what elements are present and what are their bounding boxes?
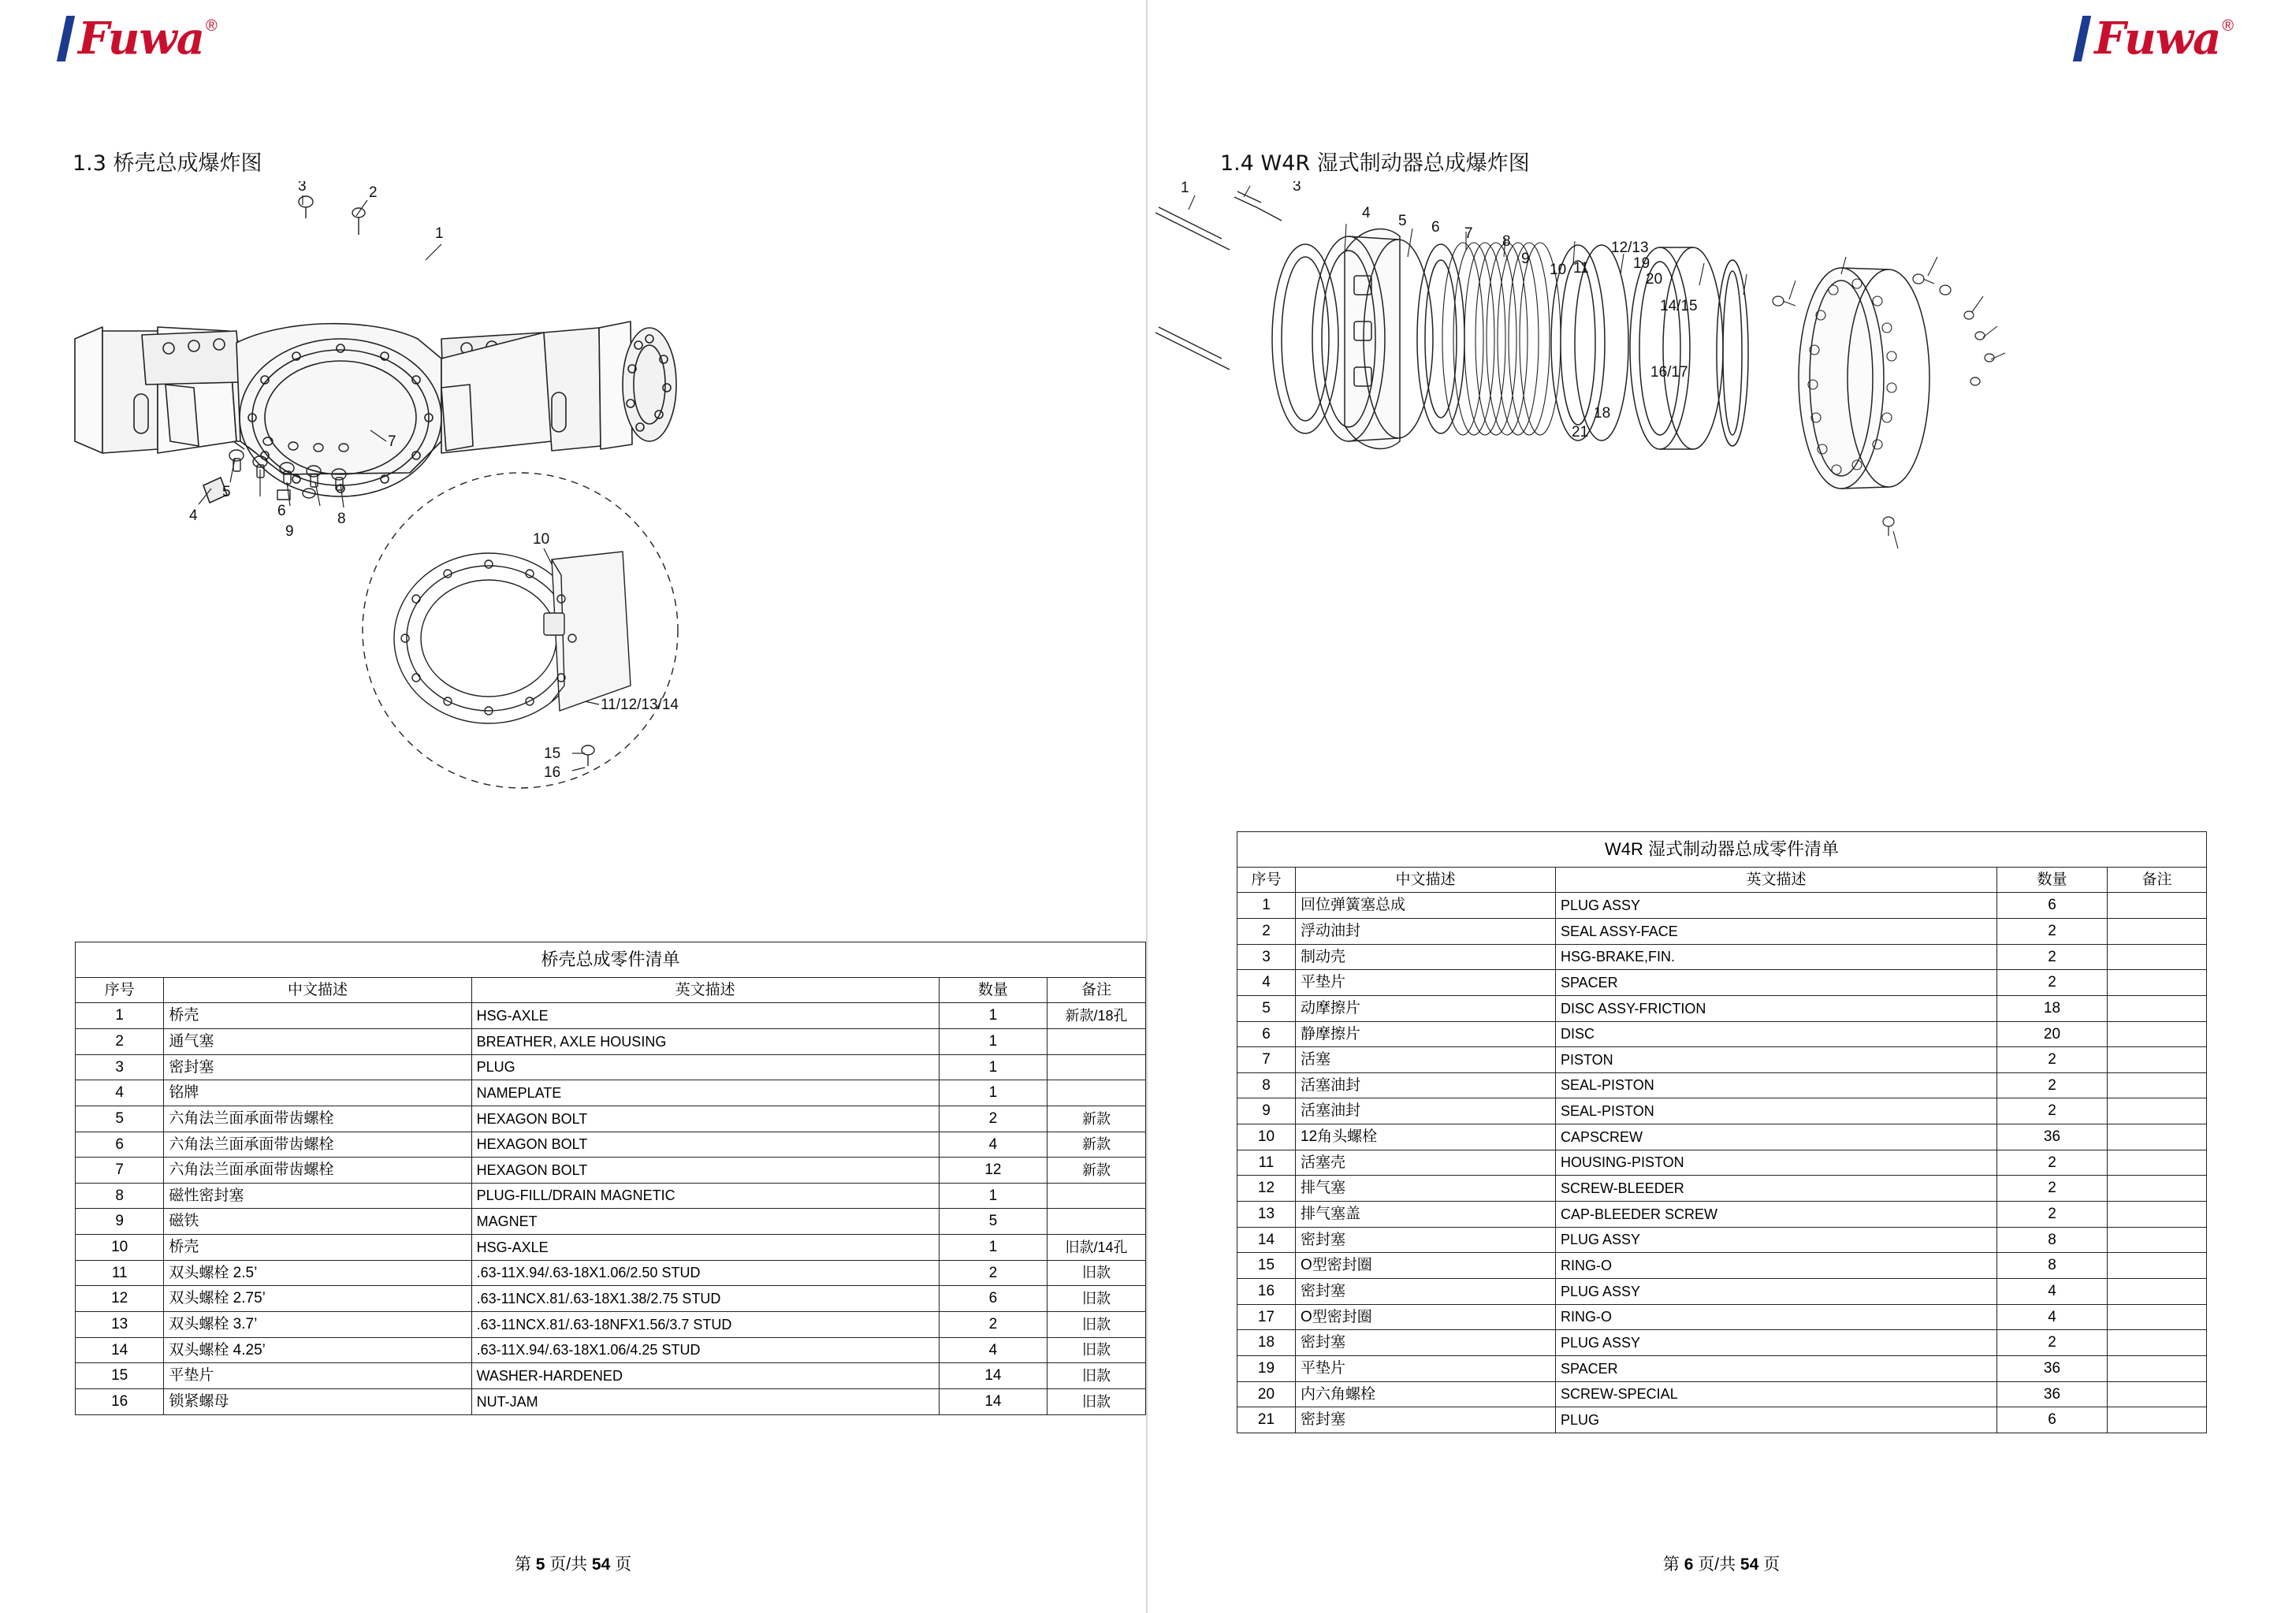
cell-qty: 1 [939, 1054, 1047, 1080]
cell-cn-desc: 密封塞 [1296, 1227, 1556, 1253]
cell-note [2108, 1278, 2207, 1304]
svg-text:16: 16 [544, 764, 561, 781]
table-row [1237, 1202, 2207, 1228]
cell-no: 6 [1237, 1021, 1296, 1047]
table-row [76, 1132, 1146, 1158]
svg-text:4: 4 [1362, 205, 1371, 221]
cell-note [2108, 1407, 2207, 1433]
cell-cn-desc: 活塞壳 [1296, 1150, 1556, 1176]
table-row [1237, 1176, 2207, 1202]
cell-note [2108, 1176, 2207, 1202]
cell-note [1048, 1209, 1146, 1235]
cell-note [2108, 1124, 2207, 1150]
cell-no: 21 [1237, 1407, 1296, 1433]
cell-no: 8 [1237, 1072, 1296, 1098]
svg-text:6: 6 [277, 503, 286, 519]
logo-wordmark: Fuwa [2094, 13, 2221, 65]
cell-note [2108, 1072, 2207, 1098]
table-header-row [1237, 867, 2207, 893]
cell-note [2108, 1381, 2207, 1407]
footer-total-pages: 54 [591, 1555, 611, 1574]
parts-table-axle-housing [75, 942, 1146, 1415]
cell-cn-desc: 平垫片 [1296, 970, 1556, 996]
cell-qty: 2 [1997, 1150, 2108, 1176]
cell-en-desc: HSG-AXLE [471, 1235, 939, 1261]
cell-note: 新款 [1048, 1106, 1146, 1132]
cell-note [2108, 970, 2207, 996]
cell-cn-desc: 双头螺栓 2.5’ [164, 1260, 471, 1286]
cell-note: 旧款 [1048, 1260, 1146, 1286]
col-header-qty: 数量 [939, 977, 1047, 1003]
cell-note [1048, 1080, 1146, 1106]
cell-no: 15 [76, 1363, 164, 1389]
cell-en-desc: SPACER [1556, 970, 1997, 996]
cell-note [2108, 1355, 2207, 1381]
cell-en-desc: BREATHER, AXLE HOUSING [471, 1028, 939, 1054]
cell-no: 18 [1237, 1330, 1296, 1356]
table-row [76, 1312, 1146, 1338]
cell-cn-desc: O型密封圈 [1296, 1304, 1556, 1330]
cell-no: 16 [1237, 1278, 1296, 1304]
svg-text:9: 9 [1521, 251, 1530, 267]
table-row [1237, 970, 2207, 996]
cell-qty: 20 [1997, 1021, 2108, 1047]
cell-cn-desc: 磁性密封塞 [164, 1183, 471, 1209]
cell-en-desc: SEAL-PISTON [1556, 1098, 1997, 1124]
cell-qty: 2 [1997, 944, 2108, 970]
cell-en-desc: .63-11X.94/.63-18X1.06/2.50 STUD [471, 1260, 939, 1286]
cell-note: 旧款 [1048, 1312, 1146, 1338]
brand-logo-right [2078, 13, 2234, 71]
footer-suffix: 页 [1763, 1555, 1781, 1574]
cell-en-desc: SCREW-SPECIAL [1556, 1381, 1997, 1407]
cell-en-desc: WASHER-HARDENED [471, 1363, 939, 1389]
table-caption: 桥壳总成零件清单 [76, 942, 1146, 978]
cell-no: 20 [1237, 1381, 1296, 1407]
cell-qty: 2 [1997, 1176, 2108, 1202]
cell-cn-desc: 密封塞 [1296, 1407, 1556, 1433]
cell-en-desc: PLUG-FILL/DRAIN MAGNETIC [471, 1183, 939, 1209]
cell-en-desc: DISC [1556, 1021, 1997, 1047]
cell-cn-desc: 12角头螺栓 [1296, 1124, 1556, 1150]
parts-table-w4r-brake [1237, 831, 2206, 1433]
cell-cn-desc: 制动壳 [1296, 944, 1556, 970]
cell-note [2108, 893, 2207, 919]
page-right [1148, 0, 2295, 1613]
svg-text:4: 4 [189, 507, 198, 524]
cell-cn-desc: 双头螺栓 3.7’ [164, 1312, 471, 1338]
cell-en-desc: HEXAGON BOLT [471, 1106, 939, 1132]
cell-en-desc: PISTON [1556, 1047, 1997, 1073]
cell-note [2108, 1098, 2207, 1124]
cell-note [2108, 1021, 2207, 1047]
cell-en-desc: SEAL-PISTON [1556, 1072, 1997, 1098]
svg-text:11: 11 [1573, 260, 1589, 277]
logo-bar-icon [2073, 16, 2091, 61]
table-row [1237, 893, 2207, 919]
cell-en-desc: PLUG ASSY [1556, 1227, 1997, 1253]
cell-qty: 2 [1997, 1202, 2108, 1228]
cell-no: 8 [76, 1183, 164, 1209]
table-row [1237, 1150, 2207, 1176]
svg-text:12/13: 12/13 [1611, 240, 1649, 256]
cell-qty: 2 [1997, 1098, 2108, 1124]
svg-text:8: 8 [337, 511, 346, 527]
cell-qty: 1 [939, 1003, 1047, 1029]
table-row [1237, 1227, 2207, 1253]
cell-cn-desc: 六角法兰面承面带齿螺栓 [164, 1132, 471, 1158]
cell-no: 16 [76, 1388, 164, 1414]
cell-no: 4 [76, 1080, 164, 1106]
cell-note [1048, 1028, 1146, 1054]
cell-no: 1 [1237, 893, 1296, 919]
cell-no: 12 [76, 1286, 164, 1312]
cell-en-desc: SCREW-BLEEDER [1556, 1176, 1997, 1202]
footer-prefix: 第 [1662, 1555, 1680, 1574]
cell-note: 旧款/14孔 [1048, 1235, 1146, 1261]
cell-en-desc: HOUSING-PISTON [1556, 1150, 1997, 1176]
cell-cn-desc: 内六角螺栓 [1296, 1381, 1556, 1407]
footer-prefix: 第 [514, 1555, 531, 1574]
cell-note: 旧款 [1048, 1286, 1146, 1312]
cell-en-desc: CAP-BLEEDER SCREW [1556, 1202, 1997, 1228]
table-row [76, 1337, 1146, 1363]
table-row [1237, 1021, 2207, 1047]
cell-qty: 6 [1997, 893, 2108, 919]
cell-qty: 36 [1997, 1381, 2108, 1407]
col-header-no: 序号 [76, 977, 164, 1003]
table-row [76, 1106, 1146, 1132]
cell-qty: 8 [1997, 1253, 2108, 1279]
svg-text:21: 21 [1572, 424, 1589, 440]
cell-cn-desc: 六角法兰面承面带齿螺栓 [164, 1106, 471, 1132]
cell-cn-desc: 动摩擦片 [1296, 995, 1556, 1021]
table-row [76, 1260, 1146, 1286]
table-row [1237, 995, 2207, 1021]
cell-note [2108, 1202, 2207, 1228]
cell-en-desc: PLUG ASSY [1556, 893, 1997, 919]
table-row [76, 1158, 1146, 1184]
cell-note [2108, 1227, 2207, 1253]
cell-no: 2 [76, 1028, 164, 1054]
col-header-note: 备注 [2108, 867, 2207, 893]
cell-qty: 2 [1997, 1330, 2108, 1356]
cell-note [2108, 1150, 2207, 1176]
cell-qty: 2 [1997, 970, 2108, 996]
cell-no: 5 [1237, 995, 1296, 1021]
cell-note [2108, 1253, 2207, 1279]
cell-qty: 8 [1997, 1227, 2108, 1253]
cell-qty: 4 [939, 1337, 1047, 1363]
cell-en-desc: RING-O [1556, 1253, 1997, 1279]
cell-cn-desc: O型密封圈 [1296, 1253, 1556, 1279]
cell-qty: 4 [1997, 1304, 2108, 1330]
cell-qty: 2 [939, 1260, 1047, 1286]
table-row [1237, 1330, 2207, 1356]
cell-cn-desc: 平垫片 [1296, 1355, 1556, 1381]
cell-note [2108, 1304, 2207, 1330]
cell-en-desc: NAMEPLATE [471, 1080, 939, 1106]
cell-cn-desc: 密封塞 [1296, 1278, 1556, 1304]
table-row [1237, 918, 2207, 944]
cell-en-desc: PLUG ASSY [1556, 1330, 1997, 1356]
col-header-cn: 中文描述 [164, 977, 471, 1003]
col-header-en: 英文描述 [471, 977, 939, 1003]
table-row [1237, 1047, 2207, 1073]
cell-en-desc: NUT-JAM [471, 1388, 939, 1414]
cell-no: 3 [1237, 944, 1296, 970]
table-row [1237, 944, 2207, 970]
cell-en-desc: PLUG [1556, 1407, 1997, 1433]
svg-text:5: 5 [1398, 213, 1407, 229]
logo-bar-icon [57, 16, 75, 61]
registered-mark: ® [2222, 17, 2234, 35]
cell-no: 14 [1237, 1227, 1296, 1253]
cell-no: 7 [1237, 1047, 1296, 1073]
table-row [1237, 1098, 2207, 1124]
cell-cn-desc: 密封塞 [164, 1054, 471, 1080]
cell-cn-desc: 锁紧螺母 [164, 1388, 471, 1414]
cell-note [2108, 918, 2207, 944]
cell-cn-desc: 双头螺栓 2.75’ [164, 1286, 471, 1312]
cell-no: 9 [76, 1209, 164, 1235]
table-row [1237, 1355, 2207, 1381]
cell-qty: 2 [1997, 918, 2108, 944]
cell-no: 1 [76, 1003, 164, 1029]
svg-text:9: 9 [285, 523, 294, 540]
svg-text:7: 7 [1464, 225, 1473, 242]
cell-cn-desc: 桥壳 [164, 1235, 471, 1261]
col-header-note: 备注 [1048, 977, 1146, 1003]
cell-note [2108, 995, 2207, 1021]
svg-text:18: 18 [1594, 405, 1611, 422]
table-row [76, 1209, 1146, 1235]
cell-note: 新款/18孔 [1048, 1003, 1146, 1029]
table-row [76, 1235, 1146, 1261]
cell-qty: 2 [939, 1106, 1047, 1132]
cell-qty: 1 [939, 1183, 1047, 1209]
svg-text:5: 5 [222, 484, 231, 500]
svg-text:2: 2 [369, 184, 378, 201]
svg-text:15: 15 [544, 745, 561, 762]
svg-text:16/17: 16/17 [1650, 364, 1688, 381]
logo-wordmark: Fuwa [78, 13, 204, 65]
footer-right [1148, 1552, 2295, 1575]
cell-qty: 36 [1997, 1124, 2108, 1150]
footer-page-number: 6 [1684, 1555, 1694, 1574]
cell-en-desc: HEXAGON BOLT [471, 1158, 939, 1184]
cell-cn-desc: 桥壳 [164, 1003, 471, 1029]
cell-en-desc: MAGNET [471, 1209, 939, 1235]
cell-no: 17 [1237, 1304, 1296, 1330]
cell-no: 10 [76, 1235, 164, 1261]
svg-text:1: 1 [435, 225, 444, 242]
cell-note: 旧款 [1048, 1363, 1146, 1389]
svg-text:20: 20 [1646, 271, 1663, 288]
cell-cn-desc: 六角法兰面承面带齿螺栓 [164, 1158, 471, 1184]
table-row [76, 1388, 1146, 1414]
cell-cn-desc: 活塞油封 [1296, 1098, 1556, 1124]
cell-no: 5 [76, 1106, 164, 1132]
col-header-qty: 数量 [1997, 867, 2108, 893]
cell-qty: 12 [939, 1158, 1047, 1184]
cell-no: 11 [76, 1260, 164, 1286]
section-title-left: 1.3 桥壳总成爆炸图 [73, 151, 262, 176]
cell-en-desc: .63-11X.94/.63-18X1.06/4.25 STUD [471, 1337, 939, 1363]
cell-no: 11 [1237, 1150, 1296, 1176]
cell-qty: 2 [1997, 1047, 2108, 1073]
cell-cn-desc: 排气塞盖 [1296, 1202, 1556, 1228]
svg-text:8: 8 [1502, 233, 1511, 250]
cell-en-desc: HSG-BRAKE,FIN. [1556, 944, 1997, 970]
svg-text:14/15: 14/15 [1660, 298, 1698, 314]
brand-logo [61, 13, 218, 71]
cell-cn-desc: 密封塞 [1296, 1330, 1556, 1356]
table-row [1237, 1381, 2207, 1407]
cell-qty: 6 [939, 1286, 1047, 1312]
col-header-en: 英文描述 [1556, 867, 1997, 893]
cell-qty: 1 [939, 1235, 1047, 1261]
cell-cn-desc: 排气塞 [1296, 1176, 1556, 1202]
table-row [1237, 1253, 2207, 1279]
svg-text:7: 7 [388, 433, 396, 450]
cell-cn-desc: 平垫片 [164, 1363, 471, 1389]
cell-en-desc: CAPSCREW [1556, 1124, 1997, 1150]
cell-en-desc: HSG-AXLE [471, 1003, 939, 1029]
footer-page-number: 5 [535, 1555, 545, 1574]
cell-cn-desc: 通气塞 [164, 1028, 471, 1054]
cell-cn-desc: 活塞油封 [1296, 1072, 1556, 1098]
col-header-cn: 中文描述 [1296, 867, 1556, 893]
cell-no: 14 [76, 1337, 164, 1363]
table-row [76, 1183, 1146, 1209]
cell-qty: 14 [939, 1363, 1047, 1389]
cell-cn-desc: 铭牌 [164, 1080, 471, 1106]
cell-en-desc: DISC ASSY-FRICTION [1556, 995, 1997, 1021]
cell-no: 10 [1237, 1124, 1296, 1150]
cell-qty: 36 [1997, 1355, 2108, 1381]
table-row [1237, 1124, 2207, 1150]
cell-no: 6 [76, 1132, 164, 1158]
table-row [76, 1363, 1146, 1389]
cell-qty: 4 [939, 1132, 1047, 1158]
table-row [76, 1054, 1146, 1080]
svg-text:11/12/13/14: 11/12/13/14 [601, 697, 679, 713]
cell-qty: 2 [939, 1312, 1047, 1338]
cell-cn-desc: 磁铁 [164, 1209, 471, 1235]
footer-left [0, 1552, 1146, 1575]
cell-qty: 5 [939, 1209, 1047, 1235]
cell-qty: 1 [939, 1028, 1047, 1054]
figure-w4r-brake-exploded [1148, 181, 2295, 914]
footer-middle: 页/共 [1698, 1555, 1736, 1574]
cell-no: 13 [1237, 1202, 1296, 1228]
svg-text:19: 19 [1633, 255, 1650, 272]
cell-no: 3 [76, 1054, 164, 1080]
cell-en-desc: PLUG [471, 1054, 939, 1080]
cell-no: 4 [1237, 970, 1296, 996]
cell-cn-desc: 静摩擦片 [1296, 1021, 1556, 1047]
table-caption-row [1237, 832, 2207, 868]
footer-total-pages: 54 [1740, 1555, 1759, 1574]
cell-no: 7 [76, 1158, 164, 1184]
table-caption-row [76, 942, 1146, 978]
table-row [76, 1028, 1146, 1054]
cell-cn-desc: 回位弹簧塞总成 [1296, 893, 1556, 919]
svg-text:10: 10 [533, 531, 550, 548]
table-row [76, 1080, 1146, 1106]
svg-text:10: 10 [1550, 262, 1567, 278]
figure-axle-housing-exploded [0, 181, 1148, 914]
cell-note: 旧款 [1048, 1337, 1146, 1363]
cell-note [2108, 1047, 2207, 1073]
table-row [1237, 1407, 2207, 1433]
cell-en-desc: PLUG ASSY [1556, 1278, 1997, 1304]
table-row [76, 1003, 1146, 1029]
cell-qty: 2 [1997, 1072, 2108, 1098]
cell-no: 19 [1237, 1355, 1296, 1381]
cell-no: 2 [1237, 918, 1296, 944]
cell-qty: 18 [1997, 995, 2108, 1021]
cell-cn-desc: 双头螺栓 4.25’ [164, 1337, 471, 1363]
cell-en-desc: .63-11NCX.81/.63-18X1.38/2.75 STUD [471, 1286, 939, 1312]
col-header-no: 序号 [1237, 867, 1296, 893]
cell-note: 旧款 [1048, 1388, 1146, 1414]
cell-note: 新款 [1048, 1158, 1146, 1184]
cell-qty: 14 [939, 1388, 1047, 1414]
cell-note [1048, 1054, 1146, 1080]
svg-text:6: 6 [1431, 219, 1440, 236]
cell-en-desc: .63-11NCX.81/.63-18NFX1.56/3.7 STUD [471, 1312, 939, 1338]
cell-qty: 6 [1997, 1407, 2108, 1433]
cell-note [2108, 1330, 2207, 1356]
cell-note [2108, 944, 2207, 970]
cell-no: 15 [1237, 1253, 1296, 1279]
cell-note: 新款 [1048, 1132, 1146, 1158]
footer-middle: 页/共 [549, 1555, 588, 1574]
table-header-row [76, 977, 1146, 1003]
cell-cn-desc: 浮动油封 [1296, 918, 1556, 944]
cell-no: 13 [76, 1312, 164, 1338]
table-caption: W4R 湿式制动器总成零件清单 [1237, 832, 2207, 868]
table-row [1237, 1072, 2207, 1098]
cell-qty: 4 [1997, 1278, 2108, 1304]
section-title-right: 1.4 W4R 湿式制动器总成爆炸图 [1220, 151, 1530, 176]
svg-text:3: 3 [1293, 181, 1301, 195]
footer-suffix: 页 [615, 1555, 632, 1574]
table-row [1237, 1304, 2207, 1330]
cell-en-desc: RING-O [1556, 1304, 1997, 1330]
cell-no: 9 [1237, 1098, 1296, 1124]
cell-en-desc: HEXAGON BOLT [471, 1132, 939, 1158]
cell-en-desc: SPACER [1556, 1355, 1997, 1381]
cell-qty: 1 [939, 1080, 1047, 1106]
cell-cn-desc: 活塞 [1296, 1047, 1556, 1073]
svg-text:1: 1 [1181, 181, 1189, 196]
cell-note [1048, 1183, 1146, 1209]
svg-text:3: 3 [298, 181, 307, 195]
table-row [76, 1286, 1146, 1312]
cell-no: 12 [1237, 1176, 1296, 1202]
cell-en-desc: SEAL ASSY-FACE [1556, 918, 1997, 944]
registered-mark: ® [205, 17, 218, 35]
table-row [1237, 1278, 2207, 1304]
